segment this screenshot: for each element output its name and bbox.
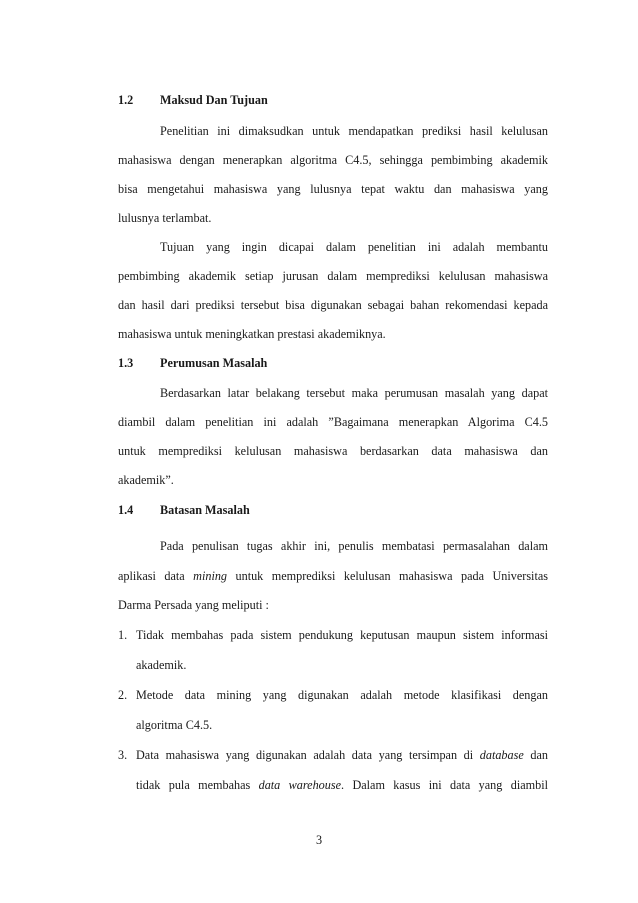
paragraph-line: akademik”.	[118, 473, 174, 487]
page-number: 3	[315, 833, 323, 847]
paragraph-line: Tujuan yang ingin dicapai dalam penelitian ini adalah membantu	[160, 240, 548, 254]
section-number: 1.3	[118, 356, 134, 370]
section-heading: Batasan Masalah	[160, 503, 250, 517]
italic-term: data warehouse	[258, 778, 342, 792]
paragraph-line: Berdasarkan latar belakang tersebut maka perumusan masalah yang dapat	[160, 386, 548, 400]
paragraph-line: Penelitian ini dimaksudkan untuk mendapatkan prediksi hasil kelulusan	[160, 124, 548, 138]
paragraph-line: mahasiswa dengan menerapkan algoritma C4.5, sehingga pembimbing akademik	[118, 153, 548, 167]
list-item-line	[136, 748, 548, 763]
italic-term: mining	[193, 569, 228, 583]
paragraph-line: mahasiswa untuk meningkatkan prestasi akademiknya.	[118, 327, 386, 341]
paragraph-line: untuk memprediksi kelulusan mahasiswa berdasarkan data mahasiswa dan	[118, 444, 548, 458]
text-run: tidak pula membahas	[136, 778, 259, 792]
paragraph-line: Darma Persada yang meliputi :	[118, 598, 269, 612]
text-run: . Dalam kasus ini data yang diambil	[341, 778, 548, 792]
list-number: 2.	[118, 688, 128, 702]
paragraph-line	[118, 569, 548, 584]
paragraph-line: lulusnya terlambat.	[118, 211, 212, 225]
list-number: 1.	[118, 628, 128, 642]
paragraph-line: diambil dalam penelitian ini adalah ”Bagaimana menerapkan Algorima C4.5	[118, 415, 548, 429]
text-run: Data mahasiswa yang digunakan adalah data yang tersimpan di	[136, 748, 480, 762]
list-item-line: akademik.	[136, 658, 187, 672]
text-run: dan	[523, 748, 548, 762]
section-number: 1.4	[118, 503, 134, 517]
paragraph-line: bisa mengetahui mahasiswa yang lulusnya tepat waktu dan mahasiswa yang	[118, 182, 548, 196]
list-item-line	[136, 778, 548, 793]
section-number: 1.2	[118, 93, 134, 107]
section-heading: Perumusan Masalah	[160, 356, 268, 370]
list-number: 3.	[118, 748, 128, 762]
list-item-line: Tidak membahas pada sistem pendukung keputusan maupun sistem informasi	[136, 628, 548, 642]
italic-term: database	[479, 748, 524, 762]
paragraph-line: pembimbing akademik setiap jurusan dalam memprediksi kelulusan mahasiswa	[118, 269, 548, 283]
text-run: untuk memprediksi kelulusan mahasiswa pada Universitas	[227, 569, 548, 583]
section-heading: Maksud Dan Tujuan	[160, 93, 268, 107]
text-run: aplikasi data	[118, 569, 194, 583]
list-item-line: Metode data mining yang digunakan adalah metode klasifikasi dengan	[136, 688, 548, 702]
paragraph-line: dan hasil dari prediksi tersebut bisa digunakan sebagai bahan rekomendasi kepada	[118, 298, 548, 312]
list-item-line: algoritma C4.5.	[136, 718, 213, 732]
paragraph-line: Pada penulisan tugas akhir ini, penulis membatasi permasalahan dalam	[160, 539, 548, 553]
